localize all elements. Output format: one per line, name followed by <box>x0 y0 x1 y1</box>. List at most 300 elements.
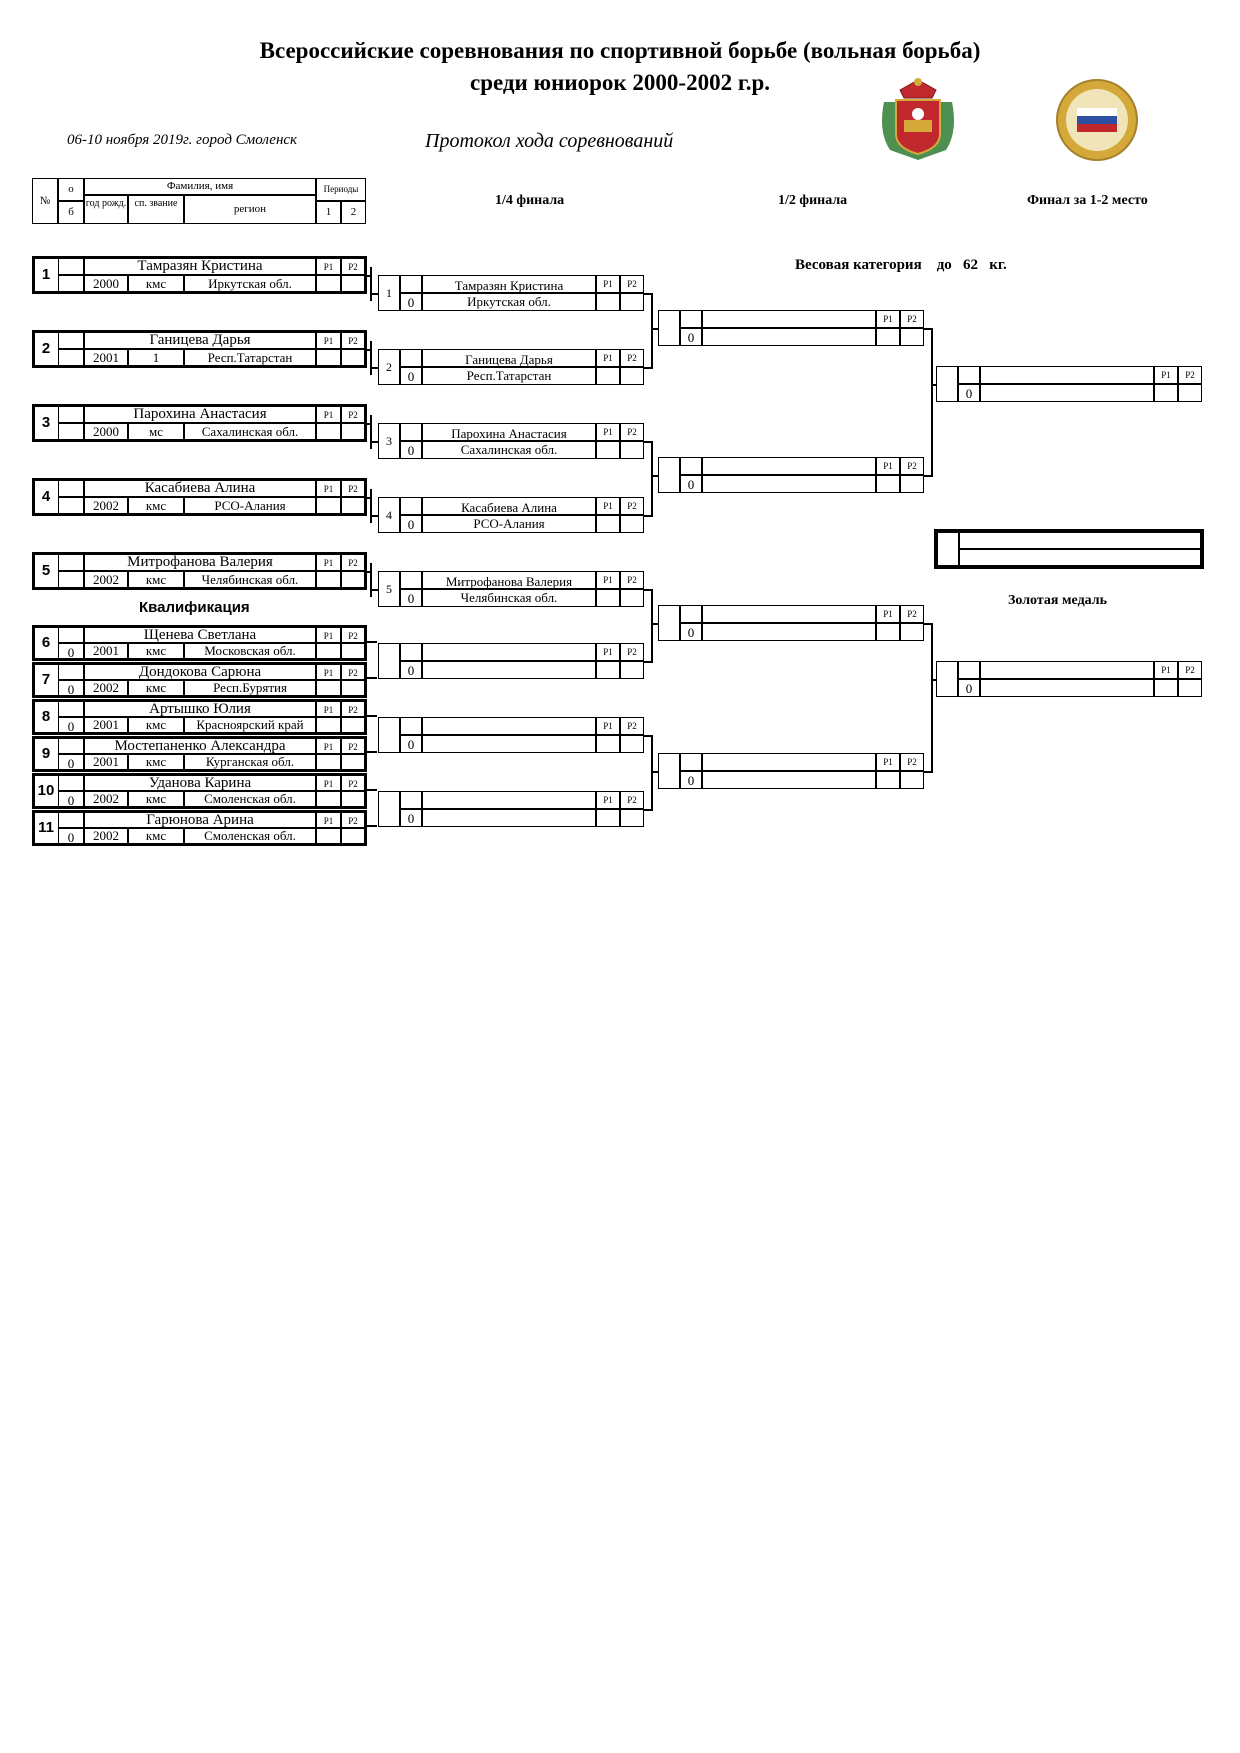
athlete-p2-label: P2 <box>341 664 365 680</box>
match-winner-name <box>702 605 876 623</box>
athlete-p1-label: P1 <box>316 627 341 643</box>
weight-value: 62 <box>963 257 979 273</box>
match-p1-score <box>876 475 900 493</box>
athlete-name: Уданова Карина <box>84 775 316 791</box>
athlete-p1-score <box>316 423 341 440</box>
athlete-region: Смоленская обл. <box>184 828 316 844</box>
athlete-o-cell <box>58 332 84 349</box>
athlete-p2-label: P2 <box>341 738 365 754</box>
match-score: 0 <box>958 384 980 402</box>
match-p2-score <box>1178 679 1202 697</box>
athlete-o-cell <box>58 738 84 754</box>
title-line-2: среди юниорок 2000-2002 г.р. <box>470 70 770 95</box>
connector <box>651 623 658 625</box>
athlete-rank: кмс <box>128 497 184 514</box>
match-p1-label: P1 <box>596 791 620 809</box>
match-p1-score <box>596 293 620 311</box>
connector <box>651 735 653 811</box>
athlete-o-cell <box>58 480 84 497</box>
match-score: 0 <box>680 771 702 789</box>
athlete-p2-label: P2 <box>341 332 365 349</box>
gold-medal-region <box>959 549 1201 566</box>
athlete-o-cell <box>58 258 84 275</box>
match-winner-region <box>702 328 876 346</box>
match-p1-score <box>876 328 900 346</box>
header-name: Фамилия, имя <box>84 178 316 195</box>
match-winner-region <box>422 735 596 753</box>
athlete-p1-score <box>316 717 341 733</box>
athlete-region: Красноярский край <box>184 717 316 733</box>
athlete-number: 2 <box>41 340 51 357</box>
match-score: 0 <box>400 661 422 679</box>
athlete-region: Смоленская обл. <box>184 791 316 807</box>
match-winner-name <box>980 661 1154 679</box>
athlete-name: Парохина Анастасия <box>84 406 316 423</box>
athlete-p1-score <box>316 791 341 807</box>
athlete-number: 9 <box>41 745 51 762</box>
athlete-p1-label: P1 <box>316 738 341 754</box>
match-winner-name <box>422 643 596 661</box>
match-p1-label: P1 <box>596 423 620 441</box>
weight-unit: кг. <box>989 257 1007 273</box>
match-p2-label: P2 <box>900 310 924 328</box>
header-p2: 2 <box>341 201 366 224</box>
match-o-cell <box>680 457 702 475</box>
athlete-name: Тамразян Кристина <box>84 258 316 275</box>
match-p1-label: P1 <box>596 275 620 293</box>
athlete-number: 8 <box>41 708 51 725</box>
match-p1-label: P1 <box>876 605 900 623</box>
athlete-number: 5 <box>41 562 51 579</box>
match-p2-label: P2 <box>620 497 644 515</box>
athlete-p2-score <box>341 791 365 807</box>
match-number <box>658 605 680 641</box>
athlete-number: 11 <box>38 819 54 836</box>
match-o-cell <box>680 605 702 623</box>
round-semi: 1/2 финала <box>778 193 848 208</box>
match-number: 1 <box>378 275 400 311</box>
match-p2-score <box>620 441 644 459</box>
connector <box>370 563 372 597</box>
match-p1-score <box>596 661 620 679</box>
athlete-p1-score <box>316 643 341 659</box>
athlete-rank: кмс <box>128 275 184 292</box>
match-o-cell <box>400 643 422 661</box>
athlete-p1-label: P1 <box>316 258 341 275</box>
athlete-p1-label: P1 <box>316 812 341 828</box>
athlete-p1-label: P1 <box>316 332 341 349</box>
match-winner-region: РСО-Алания <box>422 515 596 533</box>
match-p1-label: P1 <box>876 310 900 328</box>
connector <box>367 751 377 753</box>
athlete-p2-score <box>341 754 365 770</box>
athlete-p1-label: P1 <box>316 554 341 571</box>
athlete-p2-label: P2 <box>341 258 365 275</box>
athlete-p2-score <box>341 680 365 696</box>
match-winner-region <box>422 809 596 827</box>
match-winner-region: Респ.Татарстан <box>422 367 596 385</box>
athlete-score <box>58 423 84 440</box>
match-o-cell <box>400 275 422 293</box>
match-p2-score <box>900 771 924 789</box>
athlete-name: Ганицева Дарья <box>84 332 316 349</box>
gold-medal-label: Золотая медаль <box>1008 593 1108 608</box>
match-p2-label: P2 <box>620 349 644 367</box>
athlete-p1-label: P1 <box>316 664 341 680</box>
match-winner-name: Касабиева Алина <box>422 497 596 515</box>
match-p1-score <box>596 735 620 753</box>
match-number <box>378 717 400 753</box>
match-score: 0 <box>400 367 422 385</box>
athlete-o-cell <box>58 664 84 680</box>
match-number <box>658 753 680 789</box>
athlete-rank: кмс <box>128 791 184 807</box>
gold-medal-number <box>937 532 959 566</box>
federation-medal-logo <box>1055 78 1139 162</box>
match-p1-label: P1 <box>1154 661 1178 679</box>
weight-prefix: до <box>936 257 952 273</box>
match-winner-name <box>422 717 596 735</box>
athlete-p1-score <box>316 828 341 844</box>
match-p2-score <box>1178 384 1202 402</box>
match-p2-score <box>620 589 644 607</box>
match-winner-name <box>422 791 596 809</box>
athlete-p1-score <box>316 754 341 770</box>
coat-of-arms-logo <box>870 72 966 164</box>
header-periods: Периоды <box>316 178 366 201</box>
connector <box>367 715 377 717</box>
athlete-o-cell <box>58 627 84 643</box>
athlete-name: Дондокова Сарюна <box>84 664 316 680</box>
match-p2-label: P2 <box>900 605 924 623</box>
athlete-o-cell <box>58 554 84 571</box>
athlete-p1-label: P1 <box>316 775 341 791</box>
match-p1-score <box>596 809 620 827</box>
athlete-year: 2000 <box>84 423 128 440</box>
match-p2-score <box>900 623 924 641</box>
weight-category <box>795 257 1007 274</box>
athlete-rank: кмс <box>128 571 184 588</box>
connector <box>367 641 377 643</box>
athlete-year: 2000 <box>84 275 128 292</box>
athlete-rank: кмс <box>128 680 184 696</box>
athlete-rank: кмс <box>128 754 184 770</box>
connector <box>370 367 378 369</box>
header-region: регион <box>184 195 316 224</box>
athlete-p2-label: P2 <box>341 480 365 497</box>
match-score: 0 <box>400 735 422 753</box>
athlete-rank: 1 <box>128 349 184 366</box>
match-number: 5 <box>378 571 400 607</box>
athlete-name: Гарюнова Арина <box>84 812 316 828</box>
athlete-region: РСО-Алания <box>184 497 316 514</box>
weight-label: Весовая категория <box>795 257 922 273</box>
match-number <box>378 643 400 679</box>
dates-place: 06-10 ноября 2019г. город Смоленск <box>67 132 298 148</box>
match-winner-name: Митрофанова Валерия <box>422 571 596 589</box>
match-p2-score <box>620 809 644 827</box>
match-p1-label: P1 <box>876 753 900 771</box>
athlete-name: Митрофанова Валерия <box>84 554 316 571</box>
connector <box>370 515 378 517</box>
match-winner-name <box>702 753 876 771</box>
match-p2-label: P2 <box>1178 661 1202 679</box>
athlete-p2-label: P2 <box>341 406 365 423</box>
connector <box>370 341 372 375</box>
match-winner-name: Ганицева Дарья <box>422 349 596 367</box>
match-o-cell <box>680 753 702 771</box>
athlete-p2-label: P2 <box>341 775 365 791</box>
athlete-region: Челябинская обл. <box>184 571 316 588</box>
header-num: № <box>32 178 58 224</box>
match-o-cell <box>958 661 980 679</box>
athlete-name: Мостепаненко Александра <box>84 738 316 754</box>
header-b: б <box>58 201 84 224</box>
match-p1-score <box>596 367 620 385</box>
match-winner-region <box>980 679 1154 697</box>
gold-medal-name <box>959 532 1201 549</box>
match-p2-label: P2 <box>1178 366 1202 384</box>
match-winner-name <box>702 457 876 475</box>
athlete-number: 10 <box>37 782 55 799</box>
match-number <box>658 457 680 493</box>
athlete-p1-score <box>316 571 341 588</box>
match-p1-label: P1 <box>596 717 620 735</box>
match-number <box>936 366 958 402</box>
connector <box>931 328 933 477</box>
athlete-p1-score <box>316 349 341 366</box>
athlete-p2-score <box>341 275 365 292</box>
match-winner-region: Челябинская обл. <box>422 589 596 607</box>
match-p2-label: P2 <box>620 275 644 293</box>
athlete-year: 2002 <box>84 571 128 588</box>
connector <box>651 328 658 330</box>
athlete-score: 0 <box>58 791 84 807</box>
match-number <box>936 661 958 697</box>
match-score: 0 <box>400 589 422 607</box>
athlete-o-cell <box>58 775 84 791</box>
athlete-region: Московская обл. <box>184 643 316 659</box>
athlete-name: Артышко Юлия <box>84 701 316 717</box>
match-number: 2 <box>378 349 400 385</box>
athlete-year: 2002 <box>84 791 128 807</box>
match-p2-score <box>900 328 924 346</box>
match-score: 0 <box>400 441 422 459</box>
athlete-score <box>58 571 84 588</box>
connector <box>370 589 378 591</box>
athlete-rank: кмс <box>128 717 184 733</box>
athlete-year: 2001 <box>84 754 128 770</box>
athlete-rank: кмс <box>128 643 184 659</box>
athlete-region: Курганская обл. <box>184 754 316 770</box>
athlete-p2-label: P2 <box>341 627 365 643</box>
match-score: 0 <box>400 293 422 311</box>
connector <box>651 475 658 477</box>
match-score: 0 <box>400 515 422 533</box>
connector <box>367 825 377 827</box>
athlete-score: 0 <box>58 754 84 770</box>
connector <box>370 267 372 301</box>
athlete-name: Касабиева Алина <box>84 480 316 497</box>
match-o-cell <box>680 310 702 328</box>
match-p2-score <box>620 367 644 385</box>
match-p1-label: P1 <box>596 497 620 515</box>
athlete-p1-label: P1 <box>316 406 341 423</box>
match-number <box>378 791 400 827</box>
athlete-year: 2002 <box>84 828 128 844</box>
match-score: 0 <box>680 475 702 493</box>
athlete-p2-label: P2 <box>341 812 365 828</box>
athlete-region: Сахалинская обл. <box>184 423 316 440</box>
round-quarter: 1/4 финала <box>495 193 565 208</box>
match-winner-name: Парохина Анастасия <box>422 423 596 441</box>
match-p2-score <box>620 661 644 679</box>
athlete-p2-score <box>341 349 365 366</box>
match-score: 0 <box>680 328 702 346</box>
athlete-p2-label: P2 <box>341 701 365 717</box>
match-p1-label: P1 <box>596 571 620 589</box>
match-winner-region <box>702 623 876 641</box>
connector <box>931 679 936 681</box>
connector <box>651 441 653 517</box>
match-p1-score <box>876 623 900 641</box>
match-score: 0 <box>958 679 980 697</box>
match-p1-label: P1 <box>596 349 620 367</box>
match-p2-label: P2 <box>900 457 924 475</box>
athlete-year: 2002 <box>84 680 128 696</box>
match-winner-name: Тамразян Кристина <box>422 275 596 293</box>
match-number: 3 <box>378 423 400 459</box>
match-winner-region <box>422 661 596 679</box>
athlete-number: 7 <box>41 671 51 688</box>
athlete-score: 0 <box>58 680 84 696</box>
title-line-1: Всероссийские соревнования по спортивной борьбе (вольная борьба) <box>259 38 981 63</box>
connector <box>370 293 378 295</box>
connector <box>651 293 653 369</box>
athlete-number: 1 <box>41 266 51 283</box>
athlete-p2-score <box>341 571 365 588</box>
athlete-rank: мс <box>128 423 184 440</box>
match-score: 0 <box>680 623 702 641</box>
athlete-score <box>58 349 84 366</box>
match-p2-label: P2 <box>620 791 644 809</box>
athlete-region: Респ.Татарстан <box>184 349 316 366</box>
match-score: 0 <box>400 809 422 827</box>
athlete-year: 2001 <box>84 349 128 366</box>
athlete-score: 0 <box>58 717 84 733</box>
match-p2-score <box>620 515 644 533</box>
athlete-p1-score <box>316 275 341 292</box>
match-winner-name <box>702 310 876 328</box>
connector <box>370 441 378 443</box>
athlete-number: 3 <box>41 414 51 431</box>
match-p1-score <box>596 441 620 459</box>
athlete-score: 0 <box>58 643 84 659</box>
connector <box>367 789 377 791</box>
match-o-cell <box>400 497 422 515</box>
round-final: Финал за 1-2 место <box>1027 193 1148 208</box>
protocol-title: Протокол хода соревнований <box>425 130 674 152</box>
match-o-cell <box>400 791 422 809</box>
match-p1-score <box>596 515 620 533</box>
athlete-number: 4 <box>41 488 51 505</box>
athlete-p1-score <box>316 497 341 514</box>
connector <box>370 489 372 523</box>
match-p1-label: P1 <box>596 643 620 661</box>
match-o-cell <box>400 423 422 441</box>
match-winner-region <box>702 771 876 789</box>
header-year: год рожд. <box>84 195 128 224</box>
athlete-score: 0 <box>58 828 84 844</box>
match-p2-score <box>620 293 644 311</box>
match-o-cell <box>400 349 422 367</box>
athlete-p2-score <box>341 828 365 844</box>
match-p2-label: P2 <box>620 423 644 441</box>
athlete-year: 2001 <box>84 717 128 733</box>
athlete-year: 2001 <box>84 643 128 659</box>
athlete-number: 6 <box>41 634 51 651</box>
connector <box>367 677 377 679</box>
match-o-cell <box>400 717 422 735</box>
match-number: 4 <box>378 497 400 533</box>
header-rank: сп. звание <box>128 195 184 224</box>
match-p2-score <box>900 475 924 493</box>
match-p2-label: P2 <box>620 643 644 661</box>
connector <box>931 623 933 773</box>
match-p1-label: P1 <box>1154 366 1178 384</box>
athlete-region: Респ.Бурятия <box>184 680 316 696</box>
match-winner-region: Иркутская обл. <box>422 293 596 311</box>
connector <box>370 415 372 449</box>
athlete-name: Щенева Светлана <box>84 627 316 643</box>
match-p2-label: P2 <box>900 753 924 771</box>
athlete-region: Иркутская обл. <box>184 275 316 292</box>
athlete-o-cell <box>58 406 84 423</box>
athlete-o-cell <box>58 701 84 717</box>
match-winner-region <box>980 384 1154 402</box>
match-winner-region <box>702 475 876 493</box>
match-p2-label: P2 <box>620 717 644 735</box>
match-p2-label: P2 <box>620 571 644 589</box>
match-p1-score <box>1154 679 1178 697</box>
athlete-p1-label: P1 <box>316 701 341 717</box>
header-o: о <box>58 178 84 201</box>
connector <box>651 589 653 663</box>
match-p1-score <box>1154 384 1178 402</box>
match-p2-score <box>620 735 644 753</box>
connector <box>931 384 936 386</box>
match-p1-score <box>596 589 620 607</box>
match-o-cell <box>400 571 422 589</box>
athlete-score <box>58 497 84 514</box>
match-number <box>658 310 680 346</box>
match-p1-label: P1 <box>876 457 900 475</box>
athlete-p2-label: P2 <box>341 554 365 571</box>
athlete-rank: кмс <box>128 828 184 844</box>
athlete-year: 2002 <box>84 497 128 514</box>
match-winner-name <box>980 366 1154 384</box>
athlete-o-cell <box>58 812 84 828</box>
athlete-score <box>58 275 84 292</box>
athlete-p2-score <box>341 497 365 514</box>
match-p1-score <box>876 771 900 789</box>
match-winner-region: Сахалинская обл. <box>422 441 596 459</box>
athlete-p2-score <box>341 717 365 733</box>
qualification-label: Квалификация <box>139 599 250 616</box>
athlete-p1-label: P1 <box>316 480 341 497</box>
athlete-p2-score <box>341 423 365 440</box>
header-p1: 1 <box>316 201 341 224</box>
